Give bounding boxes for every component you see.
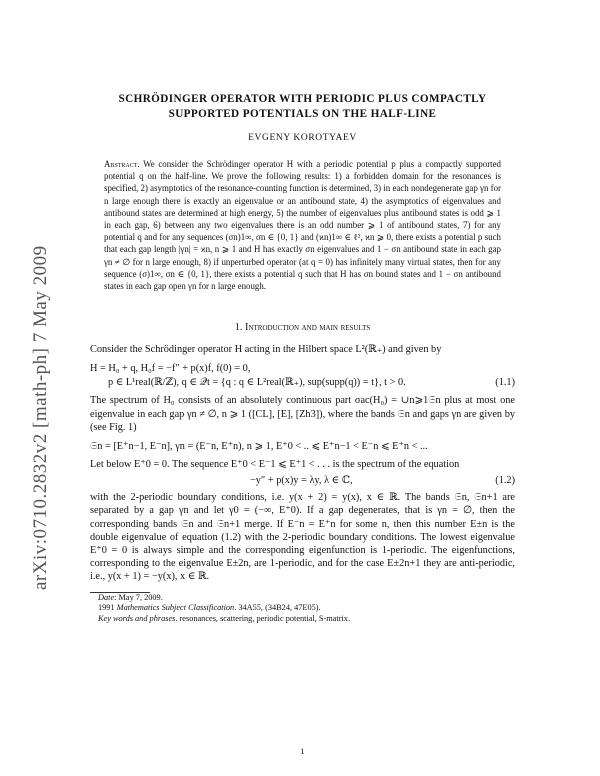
boundary-paragraph: with the 2-periodic boundary conditions, i.e. y(x + 2) = y(x), x ∈ ℝ. The bands 𝔖n, 𝔖n+1 are separated by a gap γn and let γ0 = (−∞, E⁺0). If a gap degenerates, that is γn = ∅, then the corresponding bands 𝔖n and 𝔖n+1 merge. If E⁻n = E⁺n for some n, then this number E±n is the double eigenvalue of equation (1.2) with the 2-periodic boundary conditions. The lowest eigenvalue E⁺0 = 0 is always simple and the corresponding eigenfunction is 1-periodic. The eigenfunctions, corresponding to the eigenvalue E±2n, are 1-periodic, and for the case E±2n+1 they are anti-periodic, i.e., y(x + 1) = −y(x), x ∈ ℝ. (90, 492, 515, 583)
page-number: 1 (300, 746, 305, 756)
section-heading (90, 322, 515, 333)
equation-1-2 (90, 474, 515, 488)
equation-1-1-text-2: p ∈ L¹real(ℝ/ℤ), q ∈ 𝒬t = {q : q ∈ L²real(ℝ₊), sup(supp(q)) = t}, t > 0. (108, 377, 406, 389)
intro-paragraph: Consider the Schrödinger operator H acting in the Hilbert space L²(ℝ₊) and given by (90, 344, 442, 356)
msc-value: . 34A55, (34B24, 47E05). (234, 603, 321, 613)
sequence-paragraph: Let below E⁺0 = 0. The sequence E⁺0 < E⁻1 ⩽ E⁺1 < . . . is the spectrum of the equation (90, 459, 460, 471)
msc-year: 1991 (98, 603, 115, 613)
msc-label: Mathematics Subject Classification (116, 603, 235, 613)
section-number: 1. (234, 322, 243, 334)
author: EVGENY KOROTYAEV (248, 133, 357, 143)
spectrum-paragraph: The spectrum of H₀ consists of an absolutely continuous part σac(H₀) = ∪n⩾1𝔖n plus at most one eigenvalue in each gap γn ≠ ∅, n ⩾ 1 ([CL], [E], [Zh3]), where the bands 𝔖n and gaps γn are given by (see Fig. 1) (90, 395, 515, 433)
bands-gaps-equation: 𝔖n = [E⁺n−1, E⁻n], γn = (E⁻n, E⁺n), n ⩾ 1, E⁺0 < .. ⩽ E⁺n−1 < E⁻n ⩽ E⁺n < ... (90, 441, 428, 453)
title-line-2: SUPPORTED POTENTIALS ON THE HALF-LINE (168, 108, 437, 120)
keywords-value: . resonances, scattering, periodic potential, S-matrix. (175, 614, 351, 624)
paper-title (90, 92, 515, 122)
title-line-1: SCHRÖDINGER OPERATOR WITH PERIODIC PLUS COMPACTLY (118, 93, 487, 105)
equation-1-1-number: (1.1) (495, 377, 515, 389)
abstract (104, 158, 501, 292)
abstract-heading: Abstract. (104, 159, 140, 169)
section-title: Introduction and main results (245, 322, 371, 334)
paper-page (90, 92, 515, 756)
equation-1-1-text-1: H = H₀ + q, H₀f = −f″ + p(x)f, f(0) = 0, (90, 363, 251, 375)
footnote-msc (90, 603, 515, 614)
footnote-keywords (90, 614, 515, 625)
equation-1-2-number: (1.2) (495, 475, 515, 487)
date-label: Date (98, 592, 115, 602)
date-value: : May 7, 2009. (114, 592, 163, 602)
equation-1-1-line-2 (90, 376, 515, 390)
footnote-date (90, 593, 515, 604)
abstract-text: We consider the Schrödinger operator H with a periodic potential p plus a compactly supported potential q on the half-line. We prove the following results: 1) a forbidden domain for the resonances is specified, 2) asymptotics of the resonance-counting function is determined, 3) in each nondegenerate gap γn for n large enough there is exactly an eigenvalue or an antibound state, 4) the asymptotics of eigenvalues and antibound states are determined at high energy, 5) the number of eigenvalues plus antibound states is odd ⩾ 1 in each gap, 6) between any two eigenvalues there is an odd number ⩾ 1 of antibound states, 7) for any potential q and for any sequences (σn)1∞, σn ∈ {0, 1} and (ϰn)1∞ ∈ ℓ², ϰn ⩾ 0, there exists a potential p such that each gap length |γn| = ϰn, n ⩾ 1 and H has exactly σn eigenvalues and 1 − σn antibound state in each gap γn ≠ ∅ for n large enough, 8) if unperturbed operator (at q = 0) has infinitely many virtual states, then for any sequence (σ)1∞, σn ∈ {0, 1}, there exists a potential q such that H has σn bound states and 1 − σn antibound states in each gap open γn for n large enough. (104, 159, 501, 292)
arxiv-id: arXiv:0710.2832v2 [math-ph] 7 May 2009 (30, 245, 51, 590)
equation-1-2-text: −y″ + p(x)y = λy, λ ∈ ℂ, (250, 475, 353, 487)
keywords-label: Key words and phrases (98, 614, 176, 624)
arxiv-stamp (8, 200, 52, 600)
equation-1-1-line-1 (90, 362, 515, 376)
